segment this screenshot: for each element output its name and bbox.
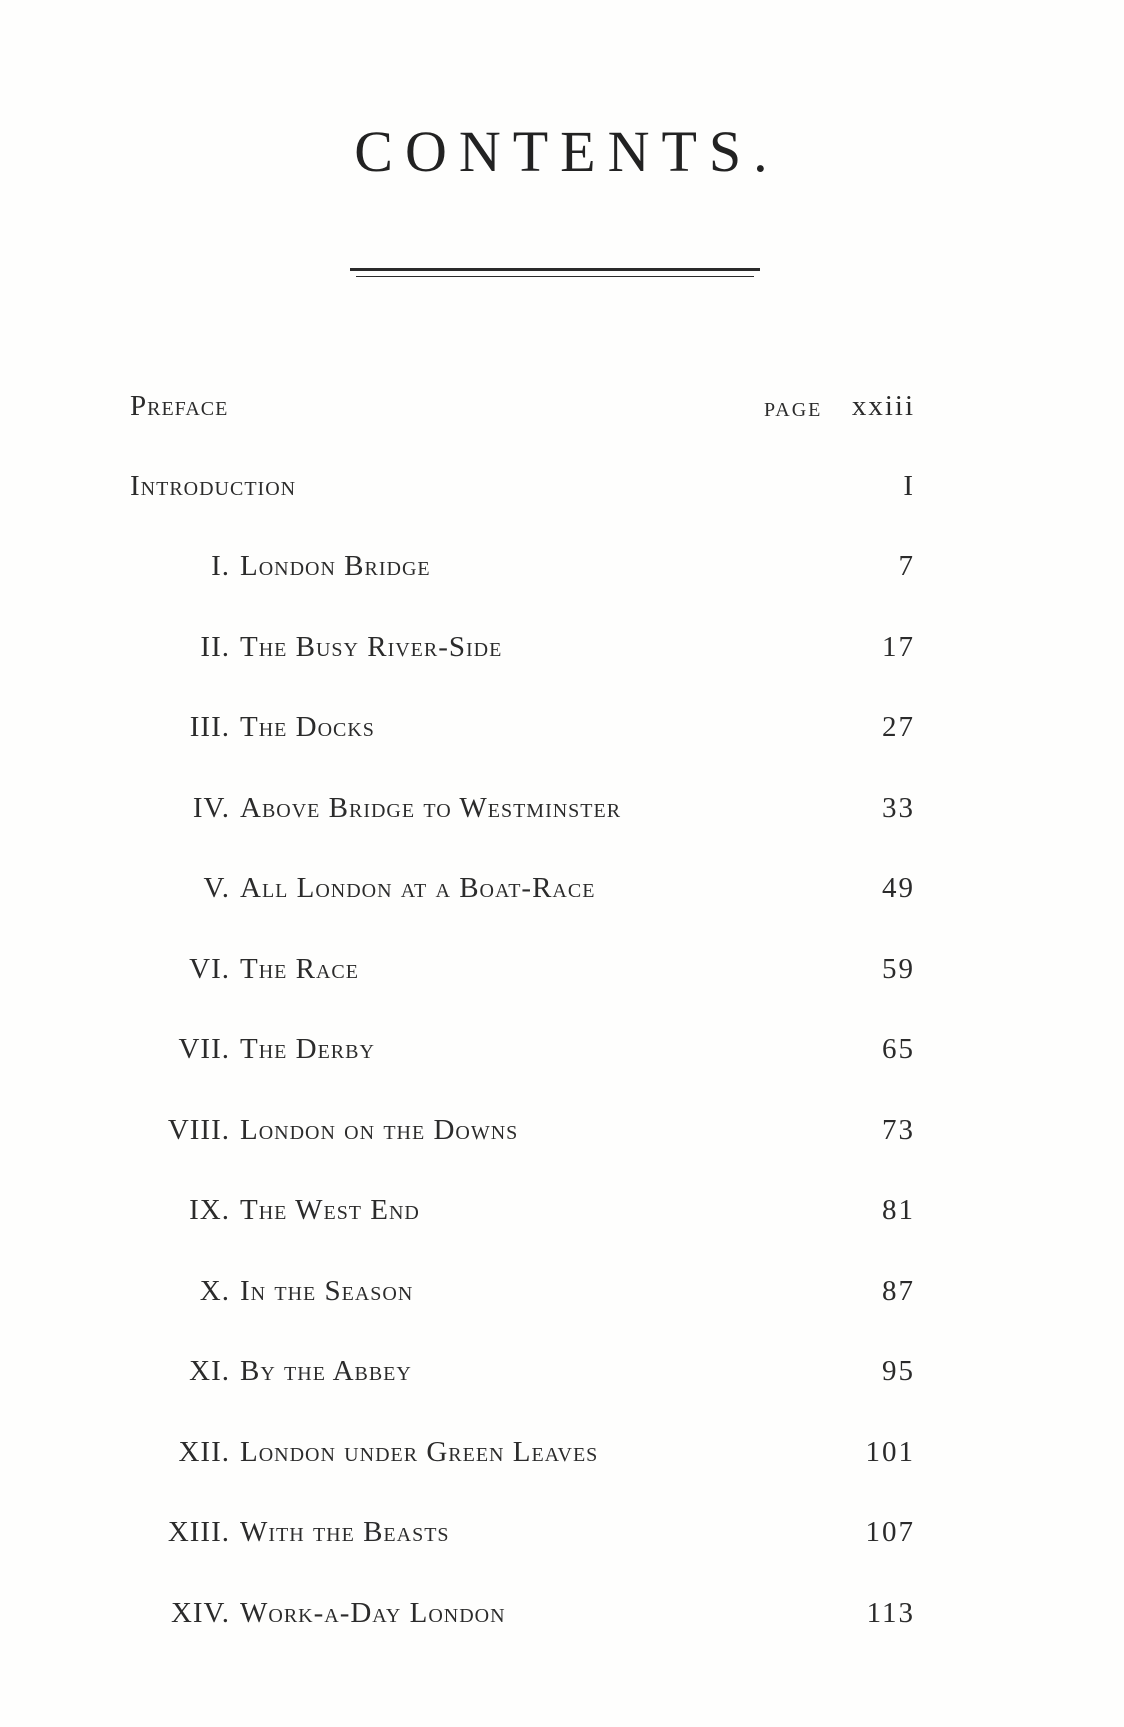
toc-entry-page: 49 (882, 872, 915, 904)
chapter-number: I. (211, 550, 230, 582)
toc-entry-label: With the Beasts (240, 1516, 450, 1548)
toc-entry-chapter[interactable] (0, 872, 1124, 922)
toc-entry-label: In the Season (240, 1275, 414, 1307)
toc-entry-chapter[interactable] (0, 1516, 1124, 1566)
chapter-number: IV. (192, 792, 230, 824)
toc-entry-label: Introduction (130, 470, 297, 502)
toc-entry-page: 113 (866, 1597, 915, 1629)
toc-entry-page: 33 (882, 792, 915, 824)
toc-entry-label: All London at a Boat-Race (240, 872, 596, 904)
chapter-number: IX. (189, 1194, 230, 1226)
toc-entry-chapter[interactable] (0, 1114, 1124, 1164)
chapter-number: XI. (189, 1355, 230, 1387)
toc-entry-chapter[interactable] (0, 1355, 1124, 1405)
toc-entry-introduction[interactable] (0, 470, 1124, 520)
toc-entry-chapter[interactable] (0, 1194, 1124, 1244)
toc-entry-chapter[interactable] (0, 1275, 1124, 1325)
toc-entry-label: The Busy River-Side (240, 631, 503, 663)
toc-entry-page: 81 (882, 1194, 915, 1226)
toc-entry-page: 59 (882, 953, 915, 985)
toc-entry-page: 95 (882, 1355, 915, 1387)
rule-thin-line (356, 276, 754, 277)
toc-entry-chapter[interactable] (0, 953, 1124, 1003)
toc-entry-page: xxiii (851, 390, 915, 422)
double-rule-divider (350, 268, 760, 278)
chapter-number: XIV. (170, 1597, 230, 1629)
chapter-number: XII. (178, 1436, 230, 1468)
chapter-number: II. (200, 631, 230, 663)
page-column-label: PAGE (764, 399, 823, 421)
toc-entry-page: 87 (882, 1275, 915, 1307)
toc-entry-page: I (903, 470, 915, 502)
toc-entry-label: By the Abbey (240, 1355, 412, 1387)
toc-entry-chapter[interactable] (0, 1033, 1124, 1083)
toc-entry-page: 107 (865, 1516, 915, 1548)
toc-entry-label: Preface (130, 390, 229, 422)
toc-entry-chapter[interactable] (0, 711, 1124, 761)
page-title: CONTENTS. (354, 119, 780, 184)
toc-entry-label: The West End (240, 1194, 420, 1226)
toc-entry-page: 101 (865, 1436, 915, 1468)
chapter-number: XIII. (167, 1516, 230, 1548)
toc-entry-page: 7 (898, 550, 915, 582)
chapter-number: VIII. (167, 1114, 230, 1146)
toc-entry-chapter[interactable] (0, 631, 1124, 681)
toc-entry-label: London on the Downs (240, 1114, 519, 1146)
toc-entry-label: Above Bridge to Westminster (240, 792, 622, 824)
rule-thick-line (350, 268, 760, 271)
toc-entry-chapter[interactable] (0, 1597, 1124, 1647)
toc-entry-label: Work-a-Day London (240, 1597, 506, 1629)
chapter-number: X. (199, 1275, 230, 1307)
chapter-number: VII. (178, 1033, 230, 1065)
toc-entry-chapter[interactable] (0, 1436, 1124, 1486)
toc-entry-chapter[interactable] (0, 550, 1124, 600)
toc-entry-chapter[interactable] (0, 792, 1124, 842)
toc-entry-label: London under Green Leaves (240, 1436, 599, 1468)
toc-entry-page: 17 (882, 631, 915, 663)
chapter-number: V. (203, 872, 230, 904)
toc-entry-page: 65 (882, 1033, 915, 1065)
toc-entry-preface[interactable] (0, 390, 1124, 440)
toc-entry-page: 73 (882, 1114, 915, 1146)
chapter-number: III. (189, 711, 230, 743)
toc-entry-page: 27 (882, 711, 915, 743)
toc-entry-label: The Race (240, 953, 359, 985)
chapter-number: VI. (189, 953, 230, 985)
toc-entry-label: London Bridge (240, 550, 431, 582)
toc-entry-label: The Derby (240, 1033, 375, 1065)
toc-entry-label: The Docks (240, 711, 375, 743)
